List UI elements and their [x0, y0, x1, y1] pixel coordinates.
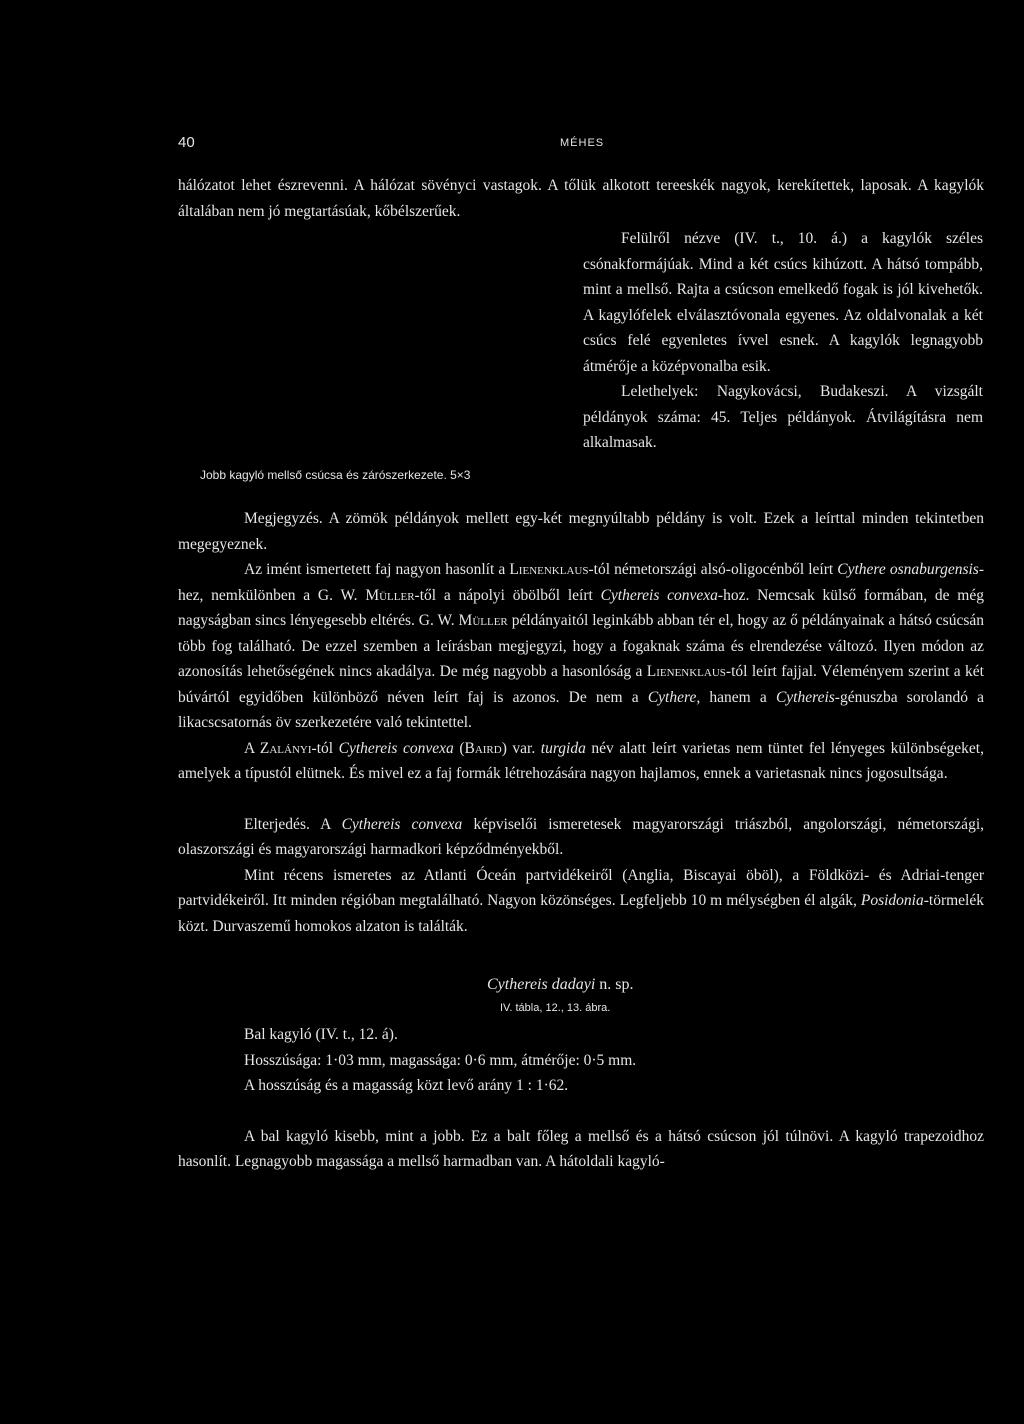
side-column [583, 226, 983, 456]
description-line-ratio: A hosszúság és a magasság közt levő arány 1 : 1·62. [244, 1077, 569, 1094]
remark-paragraph-1: Megjegyzés. A zömök példányok mellett egy-két megnyúltabb példány is volt. Ezek a leírttal minden tekintetben megegyeznek. [178, 510, 984, 553]
species-name: Cythereis convexa [338, 739, 454, 757]
author-name: Lienenklaus [646, 663, 726, 680]
remark-paragraph-3: A Zalányi-tól Cythereis convexa (Baird) var. turgida név alatt leírt varietas nem tüntet fel lényeges különbségeket, amelyek a típustól elütnek. És mivel ez a faj formák létrehozására nagyon hajlamos, ennek a varietasnak nincs jogosultsága. [178, 739, 984, 782]
description-line-specimen: Bal kagyló (IV. t., 12. á). [244, 1026, 398, 1043]
remarks-section [178, 506, 984, 939]
running-title: MÉHES [560, 137, 605, 149]
variety-name: turgida [540, 739, 586, 757]
distribution-paragraph-1: Elterjedés. A Cythereis convexa képviselői ismeretesek magyarországi triászból, angolországi, németországi, olaszországi és magyarországi harmadkori képződményekből. [178, 815, 984, 858]
description-paragraph: A bal kagyló kisebb, mint a jobb. Ez a balt főleg a mellső és a hátsó csúcson jól túlnövi. A kagyló trapezoidhoz hasonlít. Legnagyobb magassága a mellső harmadban van. A hátoldali kagyló- [178, 1127, 984, 1170]
author-name: Müller [365, 586, 415, 604]
figure-caption: Jobb kagyló mellső csúcsa és zárószerkezete. 5×3 [200, 468, 471, 482]
intro-paragraph: hálózatot lehet észrevenni. A hálózat sövényci vastagok. A tőlük alkotott tereeskék nagyok, kerekítettek, laposak. A kagylók általában nem jó megtartásúak, kőbélszerűek. [178, 177, 984, 220]
side-paragraph-top-view: Felülről nézve (IV. t., 10. á.) a kagylók széles csónakformájúak. Mind a két csúcs kihúzott. A hátsó tompább, mint a mellső. Rajta a csúcson emelkedő fogak is jól kivehetők. A kagylófelek elválasztóvonala egyenes. Az oldalvonalak a két csúcs felé egyenletes ívvel esnek. A kagylók legnagyobb átmérője a középvonalba esik. [583, 230, 983, 375]
species-name: Cythereis convexa [341, 815, 463, 833]
plate-reference: IV. tábla, 12., 13. ábra. [500, 1002, 611, 1014]
author-name: Zalányi [259, 739, 312, 757]
species-name: Cythere osnaburgensis [837, 561, 979, 578]
description-line-dimensions: Hosszúsága: 1·03 mm, magassága: 0·6 mm, átmérője: 0·5 mm. [244, 1051, 637, 1069]
side-paragraph-localities: Lelethelyek: Nagykovácsi, Budakeszi. A vizsgált példányok száma: 45. Teljes példányok. Átvilágításra nem alkalmasak. [583, 383, 983, 451]
genus-name: Posidonia [860, 892, 924, 909]
author-name: Müller [458, 612, 508, 629]
author-name: Baird [464, 739, 502, 757]
page-number: 40 [178, 134, 195, 151]
remark-paragraph-2: Az imént ismertetett faj nagyon hasonlít a Lienenklaus-tól németországi alsó-oligocénből leírt Cythere osnaburgensis-hez, nemkülönben a G. W. Müller-től a nápolyi öbölből leírt Cythereis convexa-hoz. Nemcsak külső formában, de még nagyságban sincs lényegesebb eltérés. G. W. Müller példányaitól leginkább abban tér el, hogy az ő példányainak a hátsó csúcsán több fog található. De ezzel szemben a leírásban megjegyzi, hogy a fogaknak száma és elrendezése változó. Ilyen módon az azonosítás lehetőségének nincs akadálya. De még nagyobb a hasonlóság a Lienenklaus-tól leírt fajjal. Véleményem szerint a két búvártól egyidőben különböző néven leírt faj is azonos. De nem a Cythere, hanem a Cythereis-génuszba sorolandó a likacscsatornás öv szerkezetére való tekintettel. [178, 561, 985, 731]
species-name: Cythereis convexa [600, 586, 718, 604]
author-name: Lienenklaus [509, 561, 589, 578]
distribution-paragraph-2: Mint récens ismeretes az Atlanti Óceán partvidékeiről (Anglia, Biscayai öböl), a Földközi- és Adriai-tenger partvidékeiről. Itt minden régióban megtalálható. Nagyon közönséges. Legfeljebb 10 m mélységben él algák, Posidonia-törmelék közt. Durvaszemű homokos alzaton is találták. [178, 866, 984, 935]
genus-name: Cythere, [647, 688, 701, 706]
genus-name: Cythereis [775, 688, 835, 706]
description-section [178, 1022, 984, 1175]
species-heading: Cythereis dadayi n. sp. [487, 976, 634, 993]
